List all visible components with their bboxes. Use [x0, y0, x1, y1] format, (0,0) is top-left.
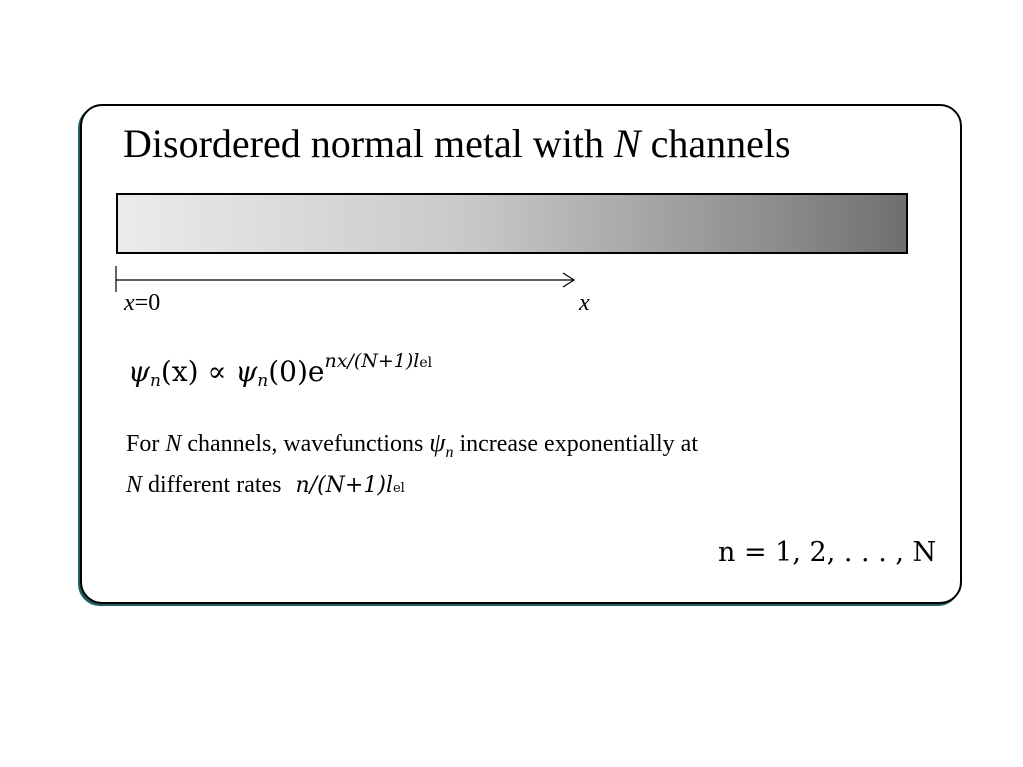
x-axis-arrow — [112, 266, 582, 296]
description-line-2: N different rates n/(N+1)lel — [126, 472, 405, 499]
description-line-1: For N channels, wavefunctions $\psi_n$ increase exponentially at — [126, 428, 698, 462]
slide-card — [80, 104, 962, 604]
index-range-equation: n = 1, 2, . . . , N — [718, 537, 937, 568]
axis-end-label: x — [579, 290, 590, 316]
axis-origin-label: x=0 — [124, 290, 161, 316]
psi-symbol: $\psi_n$ — [429, 428, 454, 462]
slide-title: Disordered normal metal with N channels — [123, 121, 791, 166]
rate-expression: n/(N+1)lel — [295, 473, 405, 499]
wavefunction-equation: $\psi n(x) \propto \psi n(0)e^{nx/(N+1)lel}$ — [128, 350, 433, 391]
description-text — [126, 426, 698, 505]
metal-gradient-bar — [116, 193, 908, 254]
